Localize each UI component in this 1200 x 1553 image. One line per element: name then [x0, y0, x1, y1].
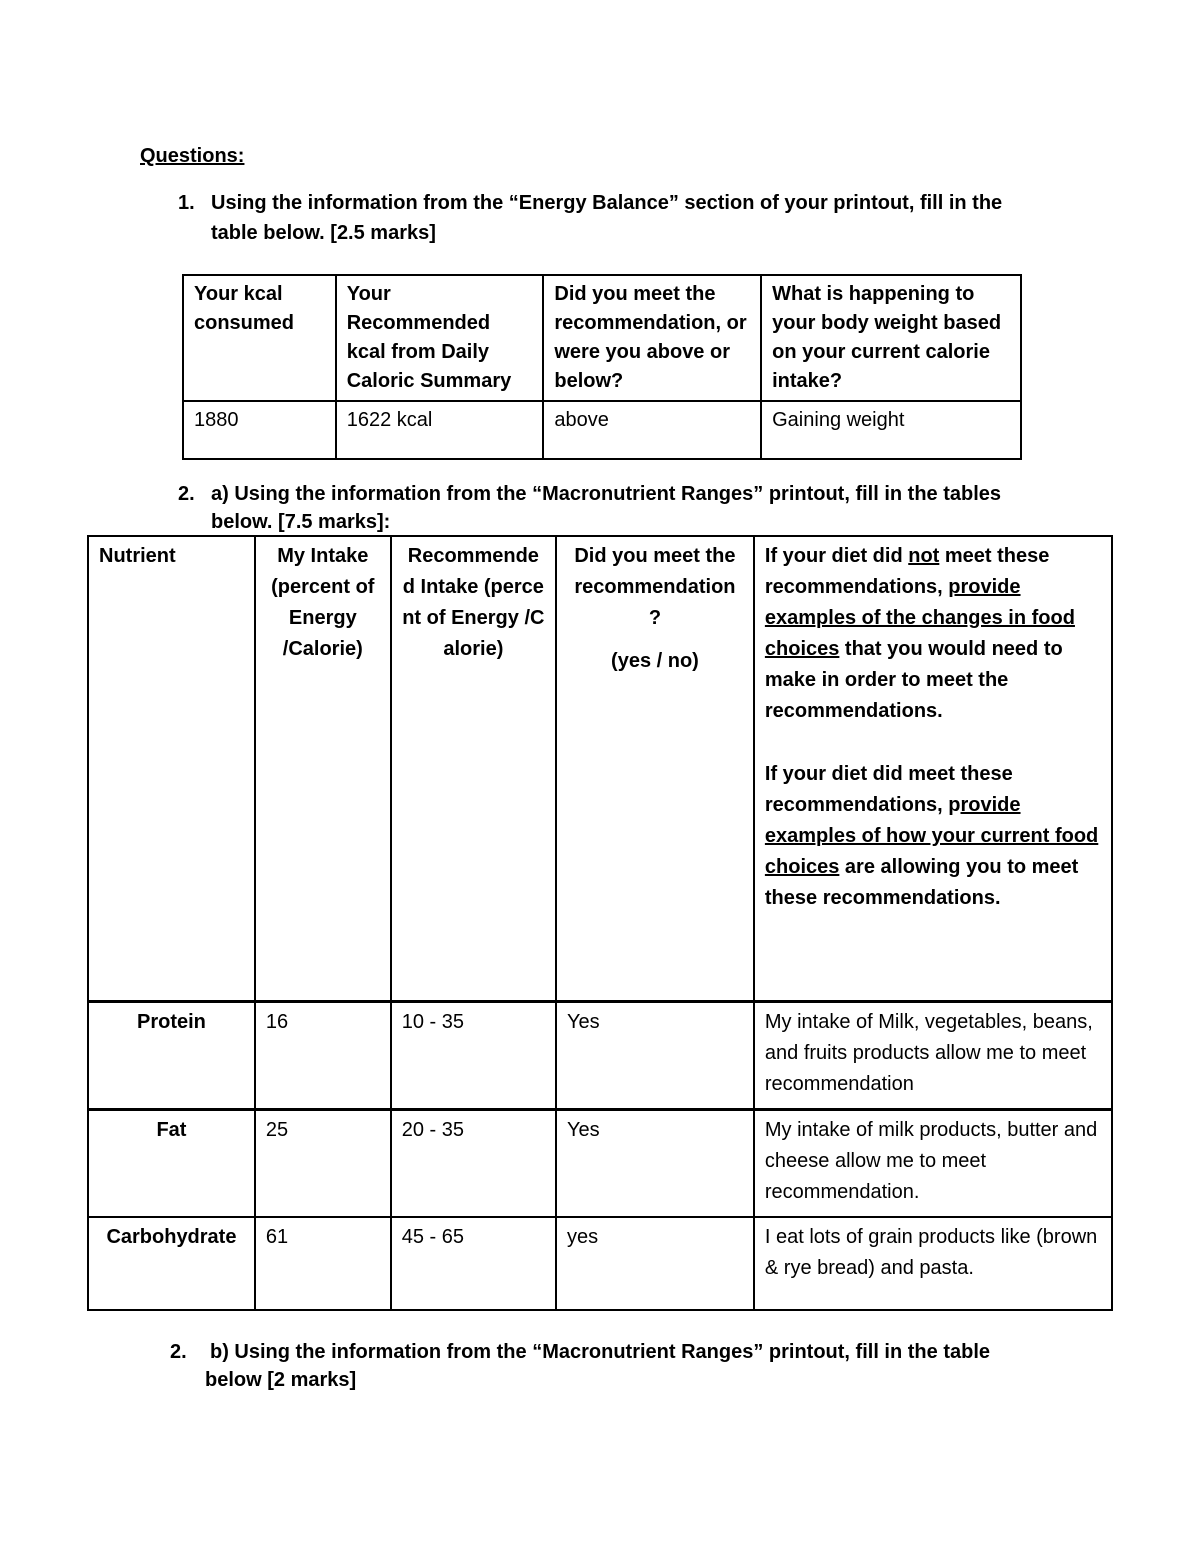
header-met-text: [765, 759, 1101, 914]
question-text-line2: below [2 marks]: [205, 1369, 357, 1391]
energy-balance-table: [182, 274, 1022, 460]
question-1: [178, 189, 1058, 249]
text-segment: are allowing you to meet these recommendations.: [764, 856, 1079, 909]
header-kcal-consumed: Your kcal consumed: [183, 275, 336, 401]
cell-nutrient: Protein: [88, 1001, 255, 1109]
table-row: [88, 1109, 1112, 1217]
cell-intake: 61: [255, 1217, 391, 1310]
cell-met: yes: [556, 1217, 754, 1310]
cell-met-recommendation: above: [543, 401, 761, 459]
cell-nutrient: Carbohydrate: [88, 1217, 255, 1310]
cell-recommended: 10 - 35: [391, 1001, 556, 1109]
question-number: 2.: [170, 1341, 187, 1363]
question-number: 2.: [178, 483, 195, 505]
cell-intake: 16: [255, 1001, 391, 1109]
text-segment: If your diet did: [764, 545, 909, 567]
header-met-question: Did you meet the recommendation ?: [574, 545, 736, 629]
cell-intake: 25: [255, 1109, 391, 1217]
table-header-row: [183, 275, 1021, 401]
table-row: [183, 401, 1021, 459]
cell-met: Yes: [556, 1109, 754, 1217]
cell-body-weight: Gaining weight: [761, 401, 1021, 459]
question-2b: [170, 1338, 1070, 1398]
cell-recommended: 45 - 65: [391, 1217, 556, 1310]
text-segment-underlined: rovide examples of how your current food choices: [764, 794, 1099, 878]
question-text-line1: a) Using the information from the “Macronutrient Ranges” printout, fill in the tables: [211, 483, 1002, 505]
cell-comment: My intake of Milk, vegetables, beans, and fruits products allow me to meet recommendation: [754, 1001, 1112, 1109]
table-row: [88, 1001, 1112, 1109]
cell-comment: I eat lots of grain products like (brown & rye bread) and pasta.: [754, 1217, 1112, 1310]
question-text-line2: below. [7.5 marks]:: [211, 511, 391, 533]
question-text-line2: table below. [2.5 marks]: [211, 222, 436, 244]
macronutrient-table: [87, 535, 1113, 1311]
question-text-line1: b) Using the information from the “Macronutrient Ranges” printout, fill in the table: [210, 1341, 990, 1363]
header-nutrient: Nutrient: [88, 536, 255, 1001]
questions-heading: Questions:: [140, 145, 245, 167]
question-number: 1.: [178, 192, 195, 214]
header-met-options: (yes / no): [611, 650, 699, 672]
text-segment: meet these recommendations,: [764, 545, 1050, 598]
table-row: [88, 1217, 1112, 1310]
cell-met: Yes: [556, 1001, 754, 1109]
text-segment: If your diet did meet these recommendations, p: [764, 763, 1013, 816]
header-met-recommendation: Did you meet the recommendation, or were you above or below?: [543, 275, 761, 401]
question-2a: [178, 480, 1058, 540]
cell-recommended-kcal: 1622 kcal: [336, 401, 544, 459]
header-body-weight: What is happening to your body weight based on your current calorie intake?: [761, 275, 1021, 401]
header-met-recommendation: [556, 536, 754, 1001]
text-segment-underlined: provide examples of the changes in food choices: [764, 576, 1075, 660]
header-recommended-intake: Recommended Intake (percent of Energy /Calorie): [391, 536, 556, 1001]
header-my-intake: My Intake (percent of Energy /Calorie): [255, 536, 391, 1001]
header-not-met-text: [765, 541, 1101, 759]
table-header-row: [88, 536, 1112, 1001]
cell-recommended: 20 - 35: [391, 1109, 556, 1217]
header-recommended-kcal: Your Recommended kcal from Daily Caloric Summary: [336, 275, 544, 401]
question-text-line1: Using the information from the “Energy Balance” section of your printout, fill in the: [211, 192, 1003, 214]
header-food-choices: [754, 536, 1112, 1001]
cell-nutrient: Fat: [88, 1109, 255, 1217]
cell-kcal-consumed: 1880: [183, 401, 336, 459]
text-segment: that you would need to make in order to meet the recommendations.: [764, 638, 1063, 722]
text-segment-underlined: not: [908, 545, 940, 567]
cell-comment: My intake of milk products, butter and cheese allow me to meet recommendation.: [754, 1109, 1112, 1217]
